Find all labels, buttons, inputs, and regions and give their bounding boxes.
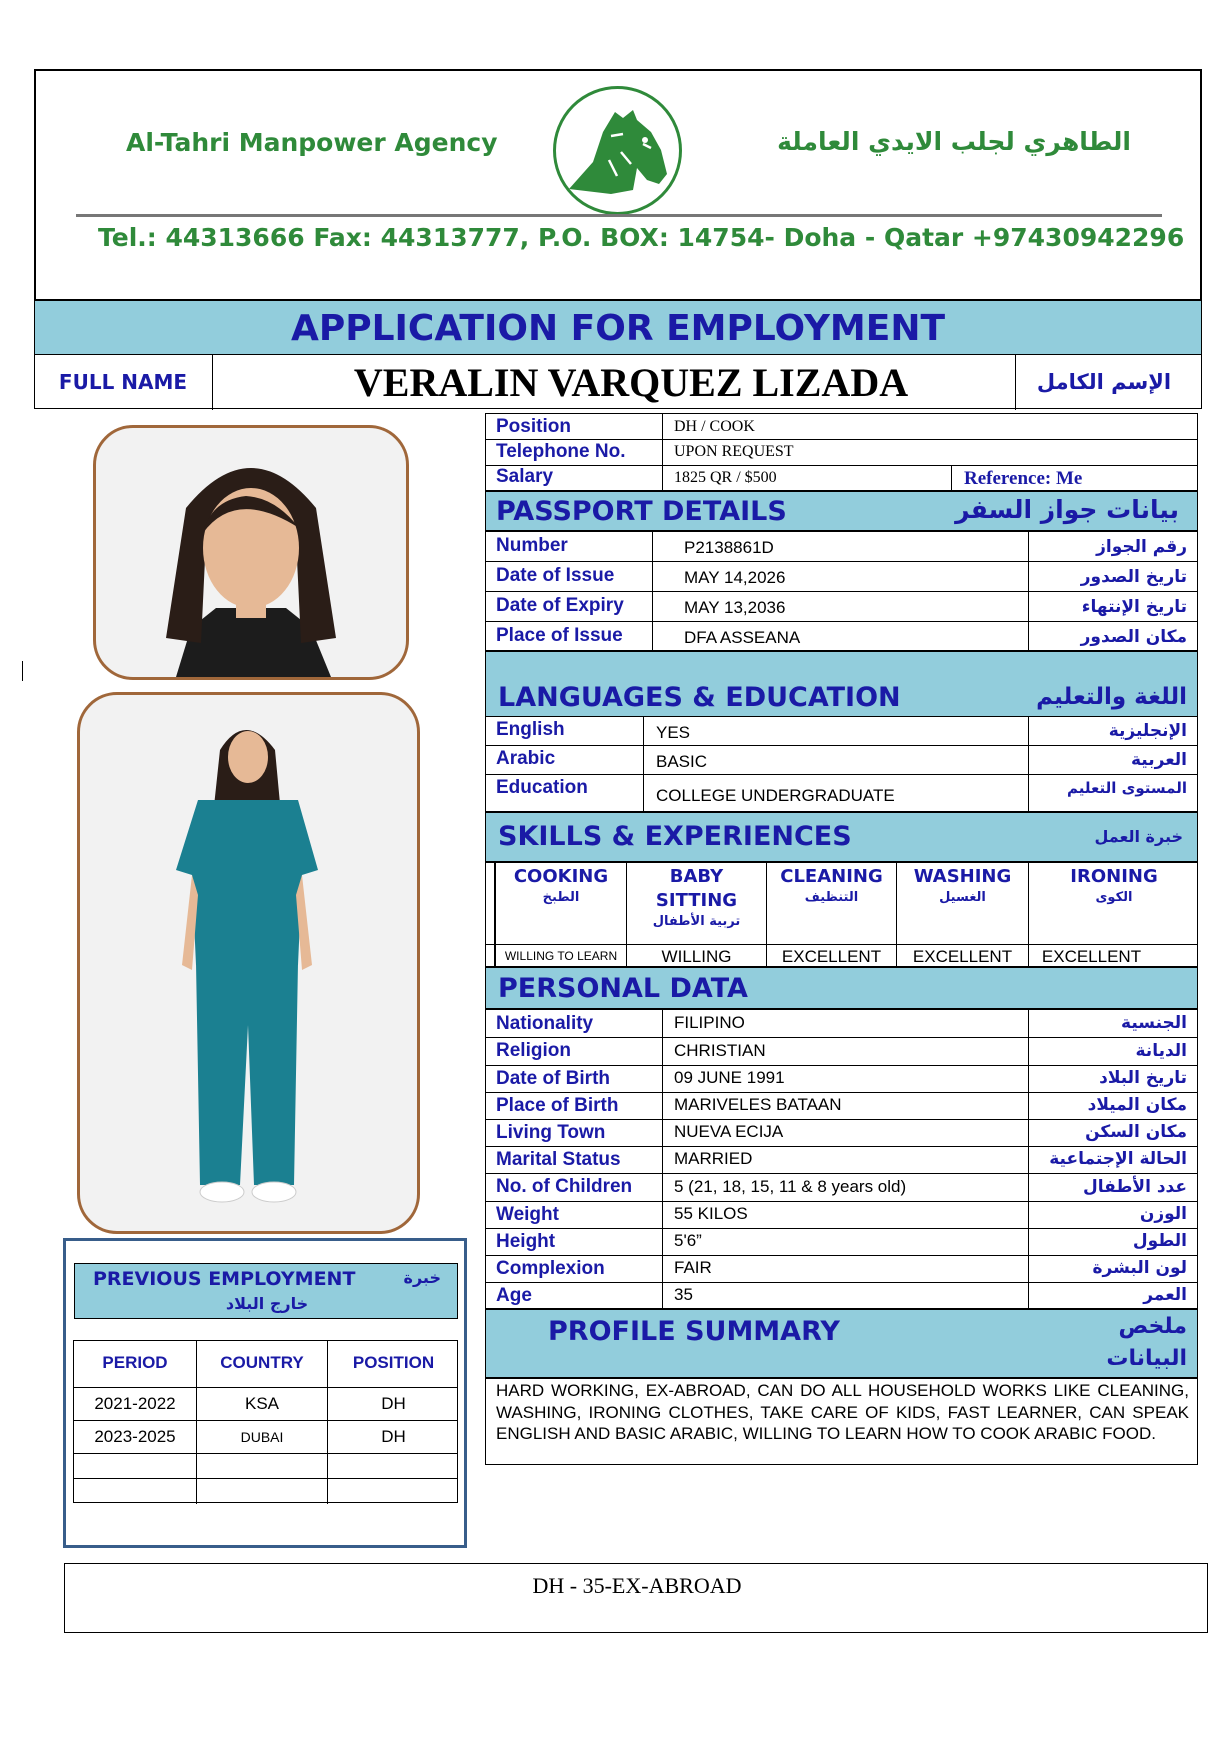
- languages-title-bar: [485, 651, 1198, 717]
- telephone-value: UPON REQUEST: [674, 443, 794, 460]
- skill-ironing-ar: الكوى: [1095, 890, 1133, 905]
- nationality-value: FILIPINO: [674, 1013, 745, 1032]
- passport-title-ar: بيانات جواز السفر: [955, 495, 1179, 524]
- age-ar: العمر: [1143, 1285, 1187, 1305]
- passport-title-bar: [485, 491, 1198, 531]
- profile-title-ar-2: البيانات: [1106, 1346, 1187, 1371]
- skill-babysitting: [627, 865, 766, 931]
- complexion-value: FAIR: [674, 1258, 712, 1277]
- skill-cleaning-en: CLEANING: [780, 866, 883, 887]
- personal-title-bar: [485, 967, 1198, 1009]
- issue-place-ar: مكان الصدور: [1080, 627, 1187, 647]
- reference-text: Reference: Me: [964, 468, 1083, 489]
- agency-name-en: Al-Tahri Manpower Agency: [126, 128, 498, 157]
- position-label: Position: [496, 416, 571, 437]
- languages-table: [485, 716, 1198, 812]
- age-label: Age: [496, 1285, 532, 1306]
- issue-date-ar: تاريخ الصدور: [1080, 567, 1187, 587]
- birth-date-label: Date of Birth: [496, 1068, 610, 1089]
- weight-label: Weight: [496, 1204, 559, 1225]
- previous-employment-panel: [63, 1238, 467, 1548]
- text-cursor-mark: [22, 661, 23, 681]
- birth-place-label: Place of Birth: [496, 1095, 619, 1116]
- previous-employment-title: PREVIOUS EMPLOYMENT: [93, 1268, 356, 1290]
- issue-place-value: DFA ASSEANA: [684, 628, 801, 647]
- living-town-ar: مكان السكن: [1085, 1122, 1187, 1142]
- skill-babysitting-value: WILLING: [661, 947, 732, 966]
- skill-cleaning-value: EXCELLENT: [781, 947, 882, 966]
- skill-ironing-value: EXCELLENT: [1041, 947, 1142, 966]
- arabic-ar: العربية: [1130, 750, 1187, 770]
- employment-row-1-country: KSA: [244, 1394, 280, 1413]
- skill-washing-en: WASHING: [913, 866, 1012, 887]
- education-label: Education: [496, 777, 588, 798]
- profile-summary-box: [485, 1378, 1198, 1465]
- age-value: 35: [674, 1285, 693, 1304]
- languages-title: LANGUAGES & EDUCATION: [498, 682, 901, 713]
- complexion-ar: لون البشرة: [1092, 1258, 1187, 1278]
- education-ar: المستوى التعليم: [1067, 779, 1187, 797]
- languages-title-ar: اللغة والتعليم: [1036, 684, 1187, 710]
- height-value: 5'6”: [674, 1231, 702, 1250]
- arabic-label: Arabic: [496, 748, 556, 769]
- employment-row-2-period: 2023-2025: [94, 1427, 176, 1446]
- skills-title: SKILLS & EXPERIENCES: [498, 821, 852, 852]
- position-value: DH / COOK: [674, 418, 755, 435]
- birth-place-ar: مكان الميلاد: [1087, 1095, 1187, 1115]
- complexion-label: Complexion: [496, 1258, 605, 1279]
- expiry-date-value: MAY 13,2036: [684, 598, 786, 617]
- living-town-value: NUEVA ECIJA: [674, 1122, 784, 1141]
- employment-row-2-country: DUBAI: [240, 1429, 284, 1445]
- skill-cleaning-ar: التنظيف: [804, 890, 859, 905]
- agency-name-ar: الطاهري لجلب الايدي العاملة: [777, 127, 1131, 156]
- skills-table: [485, 862, 1198, 967]
- marital-status-label: Marital Status: [496, 1149, 621, 1170]
- skill-cleaning: [767, 865, 896, 907]
- children-value: 5 (21, 18, 15, 11 & 8 years old): [674, 1177, 907, 1196]
- religion-label: Religion: [496, 1040, 571, 1061]
- english-ar: الإنجليزية: [1108, 721, 1187, 741]
- personal-table: [485, 1009, 1198, 1309]
- period-header: PERIOD: [102, 1353, 168, 1372]
- skill-washing: [897, 865, 1028, 907]
- expiry-date-label: Date of Expiry: [496, 595, 624, 616]
- footer-code: DH - 35-EX-ABROAD: [532, 1573, 742, 1598]
- full-name-value: VERALIN VARQUEZ LIZADA: [353, 360, 909, 405]
- previous-employment-title-ar-2: خارج البلاد: [225, 1294, 309, 1313]
- personal-title: PERSONAL DATA: [498, 973, 748, 1004]
- country-header: COUNTRY: [220, 1353, 304, 1372]
- passport-table: [485, 531, 1198, 651]
- previous-employment-title-bar: [74, 1263, 458, 1319]
- height-label: Height: [496, 1231, 556, 1252]
- nationality-ar: الجنسية: [1121, 1013, 1187, 1033]
- weight-value: 55 KILOS: [674, 1204, 748, 1223]
- issue-date-value: MAY 14,2026: [684, 568, 786, 587]
- education-value: COLLEGE UNDERGRADUATE: [656, 786, 895, 805]
- employment-row-1-position: DH: [381, 1394, 406, 1413]
- birth-date-value: 09 JUNE 1991: [674, 1068, 785, 1087]
- issue-date-label: Date of Issue: [496, 565, 615, 586]
- height-ar: الطول: [1132, 1231, 1187, 1251]
- salary-value: 1825 QR / $500: [674, 469, 777, 486]
- arabic-value: BASIC: [656, 752, 708, 771]
- horse-head-icon: [551, 84, 684, 217]
- agency-header: [34, 69, 1202, 301]
- agency-contact: Tel.: 44313666 Fax: 44313777, P.O. BOX: 14754- Doha - Qatar +97430942296: [98, 223, 1185, 252]
- religion-value: CHRISTIAN: [674, 1041, 766, 1060]
- profile-title: PROFILE SUMMARY: [548, 1316, 840, 1347]
- english-label: English: [496, 719, 565, 740]
- skill-cooking-en: COOKING: [513, 866, 609, 887]
- full-name-label-ar: الإسم الكامل: [1036, 370, 1172, 394]
- application-title: APPLICATION FOR EMPLOYMENT: [290, 308, 946, 349]
- employment-row-2-position: DH: [381, 1427, 406, 1446]
- marital-status-value: MARRIED: [674, 1149, 753, 1168]
- profile-title-ar-1: ملخص: [1118, 1314, 1187, 1339]
- application-title-bar: [34, 300, 1202, 355]
- header-divider: [76, 214, 1162, 217]
- telephone-label: Telephone No.: [496, 441, 626, 462]
- skill-babysitting-ar: تربية الأطفال: [652, 914, 741, 929]
- skill-washing-value: EXCELLENT: [912, 947, 1013, 966]
- skill-babysitting-en: BABY SITTING: [655, 866, 738, 911]
- marital-status-ar: الحالة الإجتماعية: [1049, 1149, 1187, 1169]
- children-label: No. of Children: [496, 1176, 633, 1197]
- english-value: YES: [656, 723, 691, 742]
- birth-date-ar: تاريخ البلاد: [1099, 1068, 1187, 1088]
- portrait-photo: [93, 425, 409, 680]
- skill-washing-ar: الغسيل: [939, 890, 986, 905]
- issue-place-label: Place of Issue: [496, 625, 623, 646]
- birth-place-value: MARIVELES BATAAN: [674, 1095, 842, 1114]
- passport-title: PASSPORT DETAILS: [496, 496, 787, 527]
- passport-number-ar: رقم الجواز: [1096, 537, 1187, 557]
- weight-ar: الوزن: [1139, 1204, 1187, 1224]
- salary-label: Salary: [496, 466, 554, 487]
- passport-number-value: P2138861D: [684, 538, 774, 557]
- skill-cooking-value: WILLING TO LEARN: [504, 949, 618, 963]
- full-name-row: [34, 354, 1202, 409]
- profile-summary-text: HARD WORKING, EX-ABROAD, CAN DO ALL HOUSEHOLD WORKS LIKE CLEANING, WASHING, IRONING CLOTHES, TAKE CARE OF KIDS, FAST LEARNER, CAN SPEAK ENGLISH AND BASIC ARABIC, WILLING TO LEARN HOW TO COOK ARABIC FOOD.: [496, 1381, 1189, 1443]
- full-body-photo: [77, 692, 420, 1234]
- skill-ironing-en: IRONING: [1070, 866, 1158, 887]
- position-header: POSITION: [352, 1353, 435, 1372]
- skill-cooking-ar: الطبخ: [542, 890, 580, 905]
- passport-number-label: Number: [496, 535, 568, 556]
- nationality-label: Nationality: [496, 1013, 594, 1034]
- previous-employment-title-ar-1: خبرة: [403, 1268, 441, 1287]
- profile-title-bar: [485, 1309, 1198, 1378]
- position-table: [485, 413, 1198, 491]
- skills-title-bar: [485, 812, 1198, 862]
- skill-ironing: [1029, 865, 1199, 907]
- skills-title-ar: خبرة العمل: [1094, 827, 1183, 846]
- footer-box: [64, 1563, 1208, 1633]
- previous-employment-table: [73, 1340, 458, 1503]
- living-town-label: Living Town: [496, 1122, 606, 1143]
- religion-ar: الديانة: [1135, 1041, 1187, 1061]
- skill-cooking: [496, 865, 626, 907]
- employment-row-1-period: 2021-2022: [94, 1394, 176, 1413]
- expiry-date-ar: تاريخ الإنتهاء: [1081, 597, 1187, 617]
- children-ar: عدد الأطفال: [1083, 1177, 1187, 1197]
- full-name-label: FULL NAME: [58, 370, 188, 394]
